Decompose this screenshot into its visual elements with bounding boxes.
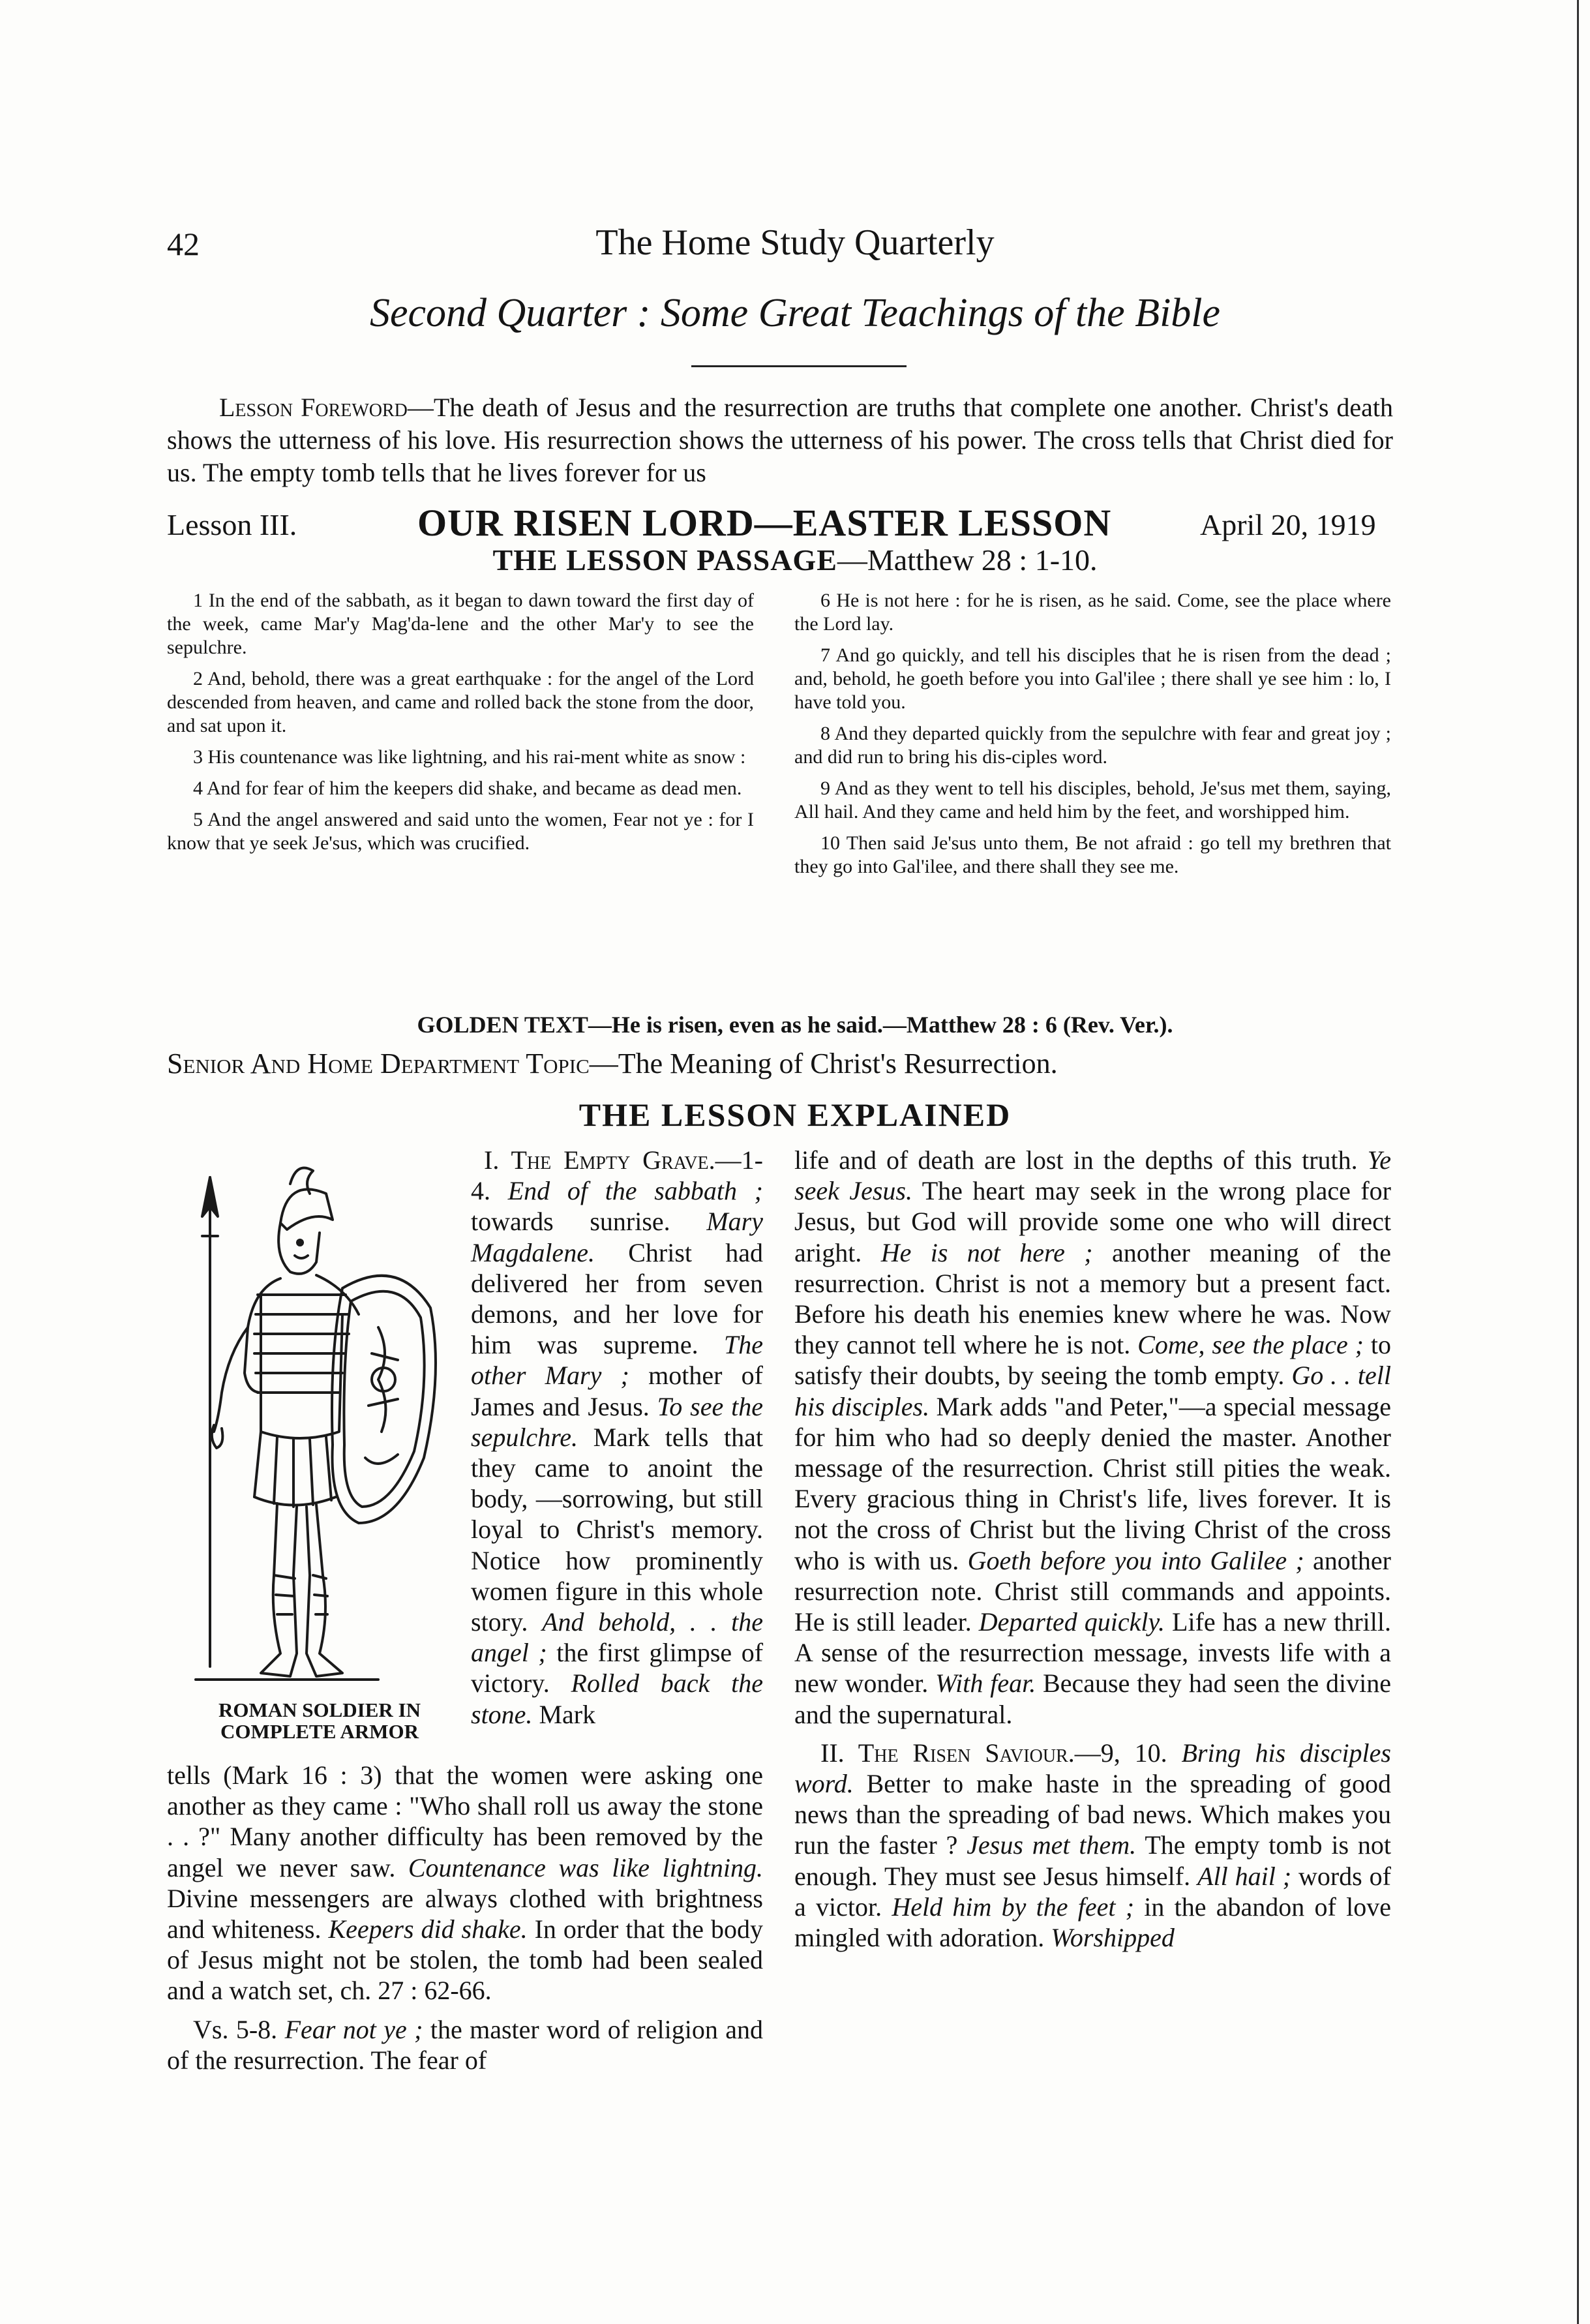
text-run: tells (Mark 16 : 3) that the women were asking one another as they came : "Who shall roll us away the stone . . ?" Many another difficulty has been removed by the angel we never saw. [167, 1760, 763, 1882]
italic-phrase: Countenance was like lightning. [408, 1852, 763, 1882]
golden-text: GOLDEN TEXT—He is risen, even as he said.—Matthew 28 : 6 (Rev. Ver.). [417, 1012, 1173, 1038]
text-run: Better to make haste in the spreading of good news than the spreading of bad news. Which makes you run the faster ? [794, 1769, 1391, 1860]
roman-soldier-illustration [183, 1158, 443, 1699]
page-number: 42 [167, 226, 200, 262]
section-heading: I. The Empty Grave. [484, 1145, 715, 1175]
text-run: towards sunrise. [471, 1207, 707, 1237]
italic-phrase: Keepers did shake. [328, 1914, 528, 1944]
text-run: —1-4. [471, 1145, 763, 1206]
verse: 5 And the angel answered and said unto the women, Fear not ye : for I know that ye seek Je'sus, which was crucified. [167, 809, 754, 854]
text-run: words of a victor. [794, 1861, 1391, 1922]
italic-phrase: All hail ; [1197, 1861, 1292, 1891]
explanation-column-1-lower [167, 1760, 763, 2083]
text-run: another meaning of the resurrection. Christ is not a memory but a present fact. Before his death his enemies knew where he was. Now they cannot tell where he is not. [794, 1237, 1391, 1360]
verse: 7 And go quickly, and tell his disciples that he is risen from the dead ; and, behold, he goeth before you into Gal'ilee ; there shall ye see him : lo, I have told you. [794, 644, 1391, 713]
italic-phrase: Come, see the place ; [1137, 1330, 1364, 1360]
text-run: Mark tells that they came to anoint the body, —sorrowing, but still loyal to Christ's memory. Notice how prominently women figure in this whole story. [471, 1422, 763, 1637]
running-head: The Home Study Quarterly [595, 222, 995, 263]
italic-phrase: Worshipped [1051, 1923, 1175, 1953]
caption-line-2: COMPLETE ARMOR [220, 1720, 419, 1743]
italic-phrase: Mary Magdalene. [471, 1207, 763, 1267]
paragraph [167, 2014, 763, 2075]
italic-phrase: Departed quickly. [978, 1607, 1165, 1637]
verse: 10 Then said Je'sus unto them, Be not afraid : go tell my brethren that they go into Gal'ilee, and there shall they see me. [794, 832, 1391, 877]
lesson-passage-heading [0, 543, 1590, 577]
verse: 2 And, behold, there was a great earthquake : for the angel of the Lord descended from heaven, and came and rolled back the stone from the door, and sat upon it. [167, 668, 754, 736]
lesson-explained-heading: THE LESSON EXPLAINED [578, 1096, 1012, 1133]
italic-phrase: Bring his disciples word. [794, 1738, 1391, 1799]
verse: 6 He is not here : for he is risen, as he said. Come, see the place where the Lord lay. [794, 590, 1391, 635]
italic-phrase: Fear not ye ; [284, 2014, 423, 2044]
text-run: Mark [532, 1699, 596, 1729]
italic-phrase: And behold, . . the angel ; [471, 1607, 763, 1668]
verses-left-column [167, 589, 754, 863]
text-run: another resurrection note. Christ still commands and appoints. He is still leader. [794, 1545, 1391, 1637]
text-run: In order that the body of Jesus might not be stolen, the tomb had been sealed and a watch set, ch. 27 : 62-66. [167, 1914, 763, 2006]
text-run: Vs. 5-8. [193, 2014, 285, 2044]
explanation-column-2 [794, 1145, 1391, 1961]
right-margin-line [1577, 0, 1579, 2324]
verse: 3 His countenance was like lightning, and his rai-ment white as snow : [193, 746, 746, 768]
explanation-column-1-upper [471, 1145, 763, 1738]
lesson-title: OUR RISEN LORD—EASTER LESSON [417, 502, 1112, 544]
text-run: Because they had seen the divine and the supernatural. [794, 1668, 1391, 1729]
italic-phrase: With fear. [935, 1668, 1036, 1698]
text-run: the first glimpse of victory. [471, 1638, 764, 1698]
topic-text: —The Meaning of Christ's Resurrection. [589, 1048, 1058, 1079]
text-run: Divine messengers are always clothed with brightness and whiteness. [167, 1883, 763, 1944]
lesson-foreword [167, 391, 1393, 489]
italic-phrase: He is not here ; [880, 1237, 1093, 1267]
department-topic [167, 1047, 1058, 1080]
verses-right-column [794, 589, 1391, 886]
text-run: in the abandon of love mingled with adoration. [794, 1892, 1391, 1953]
italic-phrase: Ye seek Jesus. [794, 1145, 1391, 1206]
paragraph [167, 1760, 763, 2006]
italic-phrase: Held him by the feet ; [892, 1892, 1135, 1922]
verse: 4 And for fear of him the keepers did shake, and became as dead men. [193, 777, 742, 799]
verse: 9 And as they went to tell his disciples, behold, Je'sus met them, saying, All hail. And they came and held him by the feet, and worshipped him. [794, 777, 1391, 822]
passage-label: THE LESSON PASSAGE [492, 543, 837, 577]
italic-phrase: Rolled back the stone. [471, 1668, 764, 1729]
text-run: The heart may seek in the wrong place for Jesus, but God will provide some one who will direct aright. [794, 1176, 1391, 1267]
italic-phrase: Go . . tell his disciples. [794, 1361, 1392, 1421]
section-title: Second Quarter : Some Great Teachings of the Bible [369, 291, 1221, 335]
foreword-text: —The death of Jesus and the resurrection are truths that complete one another. Christ's death shows the utterness of his love. His resurrection shows the utterness of his power. The cross tells that Christ died for us. The empty tomb tells that he lives forever for us [167, 393, 1394, 487]
passage-reference: —Matthew 28 : 1-10. [837, 543, 1098, 577]
italic-phrase: Goeth before you into Galilee ; [967, 1545, 1304, 1575]
paragraph [471, 1145, 763, 1730]
italic-phrase: To see the sepulchre. [471, 1391, 763, 1452]
verse: 8 And they departed quickly from the sepulchre with fear and great joy ; and did run to bring his dis-ciples word. [794, 723, 1391, 768]
text-run: Life has a new thrill. A sense of the resurrection message, invests life with a new wonder. [794, 1607, 1392, 1698]
text-run: Christ had delivered her from seven demons, and her love for him was supreme. [471, 1237, 763, 1360]
section-heading: II. The Risen Saviour. [820, 1738, 1075, 1768]
text-run: life and of death are lost in the depths of this truth. [794, 1145, 1368, 1175]
paragraph [794, 1738, 1391, 1953]
verse: 1 In the end of the sabbath, as it began to dawn toward the first day of the week, came Mar'y Mag'da-lene and the other Mar'y to see the sepulchre. [167, 590, 754, 658]
text-run: —9, 10. [1074, 1738, 1182, 1768]
topic-label: Senior And Home Department Topic [167, 1048, 590, 1079]
title-divider [691, 365, 907, 367]
lesson-date: April 20, 1919 [1200, 508, 1376, 541]
italic-phrase: End of the sabbath ; [507, 1176, 763, 1206]
text-run: Mark adds "and Peter,"—a special message for him who had so deeply denied the master. Another message of the resurrection. Christ still pities the weak. Every gracious thing in Christ's life, lives forever. It is not the cross of Christ but the living Christ of the cross who is with us. [794, 1391, 1391, 1575]
italic-phrase: Jesus met them. [967, 1830, 1137, 1860]
text-run: to satisfy their doubts, by seeing the tomb empty. [794, 1330, 1391, 1391]
text-run: The empty tomb is not enough. They must see Jesus himself. [794, 1830, 1391, 1891]
figure-caption [189, 1699, 450, 1742]
foreword-label: Lesson Foreword [219, 393, 408, 422]
roman-soldier-icon [183, 1158, 443, 1699]
text-run: mother of James and Jesus. [471, 1361, 763, 1421]
caption-line-1: ROMAN SOLDIER IN [218, 1698, 421, 1721]
italic-phrase: The other Mary ; [471, 1330, 763, 1391]
lesson-number: Lesson III. [167, 508, 297, 541]
paragraph [794, 1145, 1391, 1730]
text-run: the master word of religion and of the resurrection. The fear of [167, 2014, 763, 2075]
